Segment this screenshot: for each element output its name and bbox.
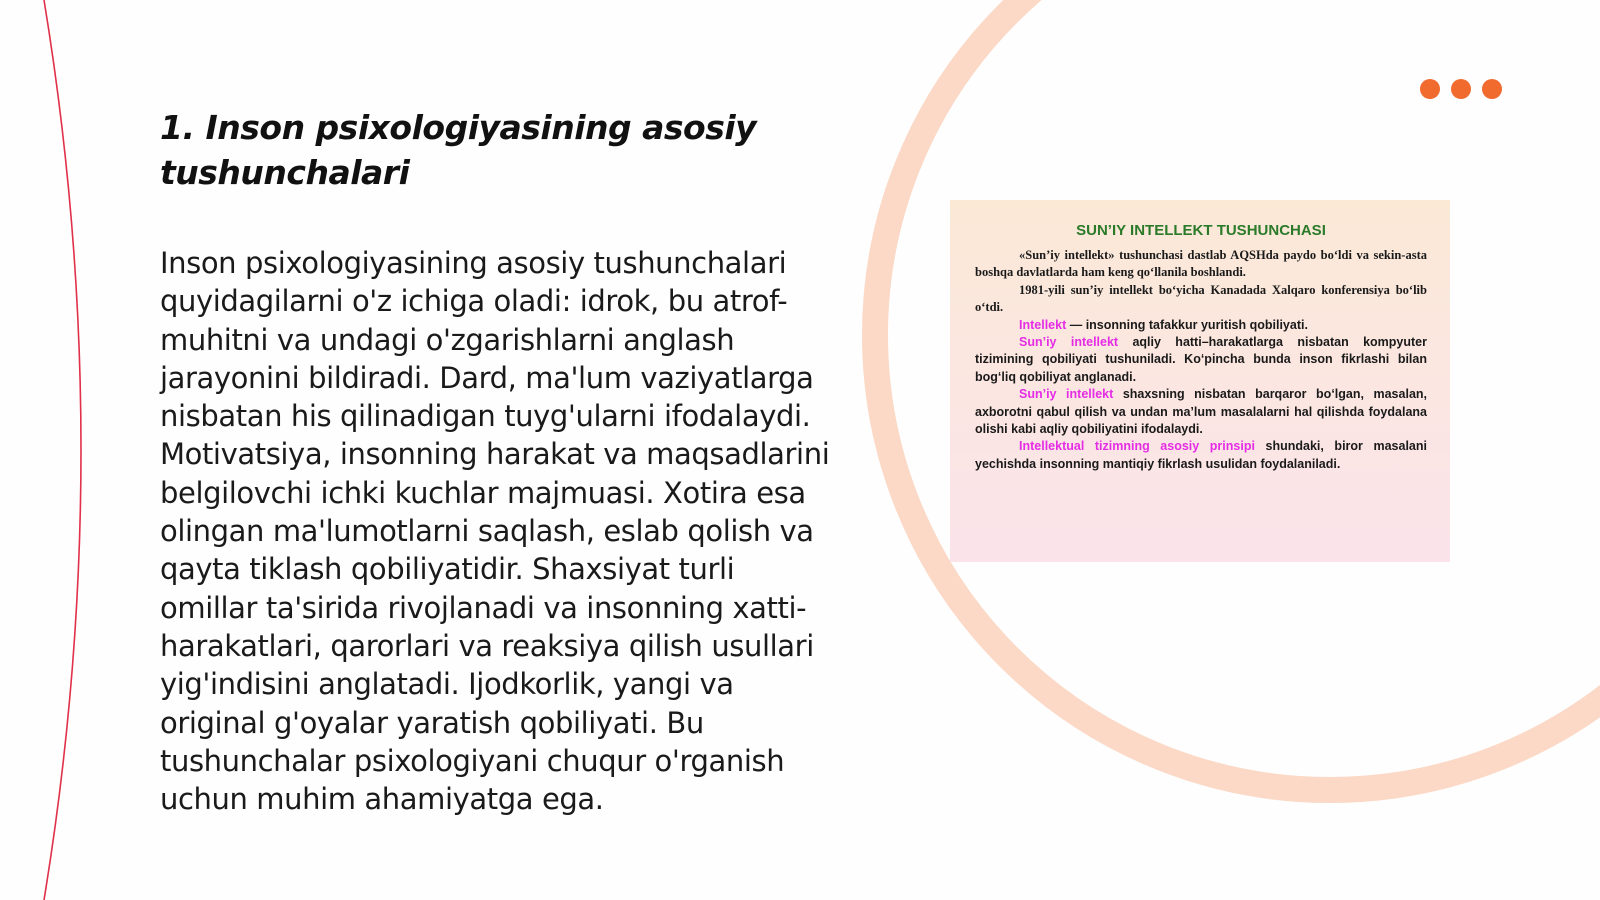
- excerpt-paragraph-4: [975, 334, 1427, 386]
- term-suniy-intellekt: Sun’iy intellekt: [1019, 387, 1114, 402]
- definition-text: — insonning tafakkur yuritish qobiliyati.: [1066, 317, 1308, 332]
- excerpt-paragraph-5: [975, 386, 1427, 438]
- term-intellektual-prinsip: Intellektual tizimning asosiy prinsipi: [1019, 439, 1255, 454]
- body-paragraph: Inson psixologiyasining asosiy tushunchalari quyidagilarni o'z ichiga oladi: idrok, bu atrof-muhitni va undagi o'zgarishlarni anglash jarayonini bildiradi. Dard, ma'lum vaziyatlarga nisbatan his qilinadigan tuyg'ularni ifodalaydi. Motivatsiya, insonning harakat va maqsadlarini belgilovchi ichki kuchlar majmuasi. Xotira esa olingan ma'lumotlarni saqlash, eslab qolish va qayta tiklash qobiliyatidir. Shaxsiyat turli omillar ta'sirida rivojlanadi va insonning xatti-harakatlari, qarorlari va reaksiya qilish usullari yig'indisini anglatadi. Ijodkorlik, yangi va original g'oyalar yaratish qobiliyati. Bu tushunchalar psixologiyani chuqur o'rganish uchun muhim ahamiyatga ega.: [160, 246, 830, 817]
- dot: [1482, 79, 1502, 99]
- definition-text: aqliy hatti–harakatlarga nisbatan kompyuter tizimining qobiliyati tushuniladi. Ko‘pincha bunda inson fikrlashi bilan bog‘liq qobiliyat anglanadi.: [975, 335, 1427, 384]
- left-red-curve: [44, 0, 81, 900]
- definition-text: shundaki, biror masalani yechishda insonning mantiqiy fikrlash usulidan foydalaniladi.: [975, 439, 1427, 471]
- textbook-excerpt-image: [950, 200, 1450, 562]
- excerpt-paragraph-6: [975, 438, 1427, 473]
- dot: [1420, 79, 1440, 99]
- term-intellekt: Intellekt: [1019, 317, 1067, 332]
- excerpt-heading: SUN’IY INTELLEKT TUSHUNCHASI: [1076, 222, 1326, 239]
- definition-text: shaxsning nisbatan barqaror bo‘lgan, masalan, axborotni qabul qilish va undan ma’lum masalalarni hal qilishda foydalana olishi kabi aqliy qobiliyatini ifodalaydi.: [975, 387, 1427, 437]
- term-suniy-intellekt: Sun’iy intellekt: [1019, 335, 1119, 350]
- slide-title: 1. Inson psixologiyasining asosiy tushunchalari: [160, 108, 757, 192]
- excerpt-paragraph-1: «Sun’iy intellekt» tushunchasi dastlab AQSHda paydo bo‘ldi va sekin-asta boshqa davlatlarda ham keng qo‘llanila boshlandi.: [975, 248, 1427, 280]
- excerpt-paragraph-3: [975, 317, 1427, 334]
- excerpt-paragraph-2: 1981-yili sun’iy intellekt bo‘yicha Kanadada Xalqaro konferensiya bo‘lib o‘tdi.: [975, 282, 1427, 315]
- dot: [1451, 79, 1471, 99]
- ellipsis-dots-icon: [1420, 79, 1502, 99]
